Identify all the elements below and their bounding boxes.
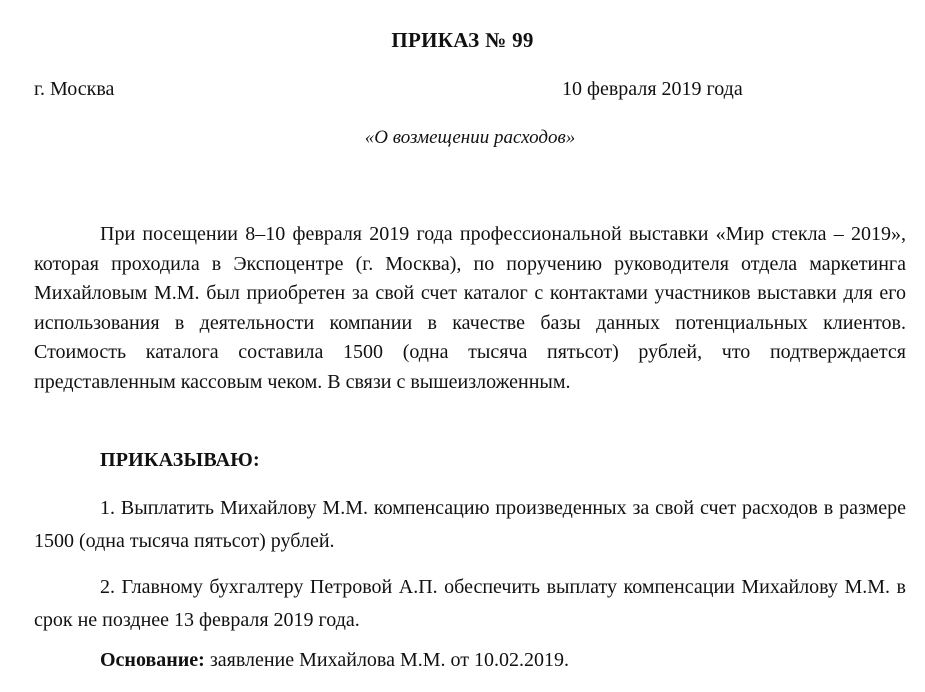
order-item-2: 2. Главному бухгалтеру Петровой А.П. обеспечить выплату компенсации Михайлову М.М. в срок не позднее 13 февраля 2019 года. [34,576,906,631]
basis-line [100,649,569,672]
document-title: ПРИКАЗ № 99 [391,28,534,52]
document-city: г. Москва [34,78,115,100]
order-heading: ПРИКАЗЫВАЮ: [100,449,260,471]
basis-text: заявление Михайлова М.М. от 10.02.2019. [204,649,570,671]
document-subject: «О возмещении расходов» [364,127,576,148]
basis-label: Основание: [100,649,205,671]
body-paragraph: При посещении 8–10 февраля 2019 года профессиональной выставки «Мир стекла – 2019», которая проходила в Экспоцентре (г. Москва), по поручению руководителя отдела маркетинга Михайловым М.М. был приобретен за свой счет каталог с контактами участников выставки для его использования в деятельности компании в качестве базы данных потенциальных клиентов. Стоимость каталога составила 1500 (одна тысяча пятьсот) рублей, что подтверждается представленным кассовым чеком. В связи с вышеизложенным. [34,223,906,393]
document-date: 10 февраля 2019 года [562,78,743,100]
order-item-1: 1. Выплатить Михайлову М.М. компенсацию произведенных за свой счет расходов в размере 1500 (одна тысяча пятьсот) рублей. [34,497,906,552]
